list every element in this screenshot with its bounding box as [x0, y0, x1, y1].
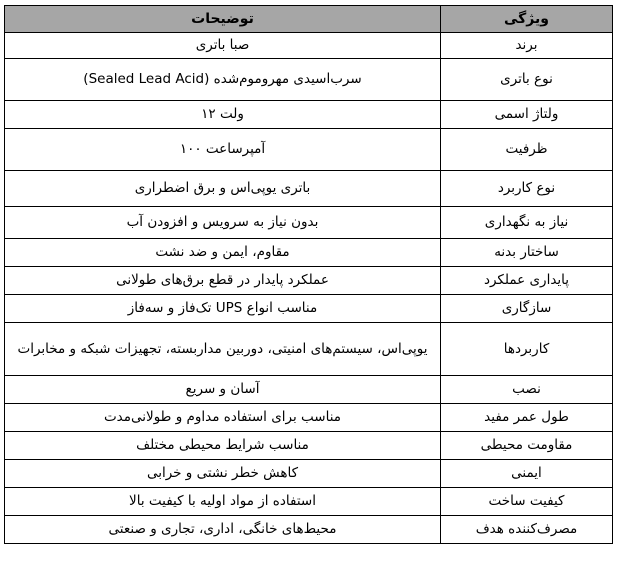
table-row — [5, 404, 613, 432]
description-cell: باتری یوپی‌اس و برق اضطراری — [5, 171, 441, 207]
description-cell: مقاوم، ایمن و ضد نشت — [5, 239, 441, 267]
table-row — [5, 207, 613, 239]
table-header-row — [5, 6, 613, 33]
table-row — [5, 59, 613, 101]
table-row — [5, 239, 613, 267]
feature-cell: طول عمر مفید — [441, 404, 613, 432]
header-feature: ویژگی — [441, 6, 613, 33]
description-cell: عملکرد پایدار در قطع برق‌های طولانی — [5, 267, 441, 295]
spec-table-container — [4, 5, 612, 544]
description-cell: صبا باتری — [5, 33, 441, 59]
description-cell: مناسب برای استفاده مداوم و طولانی‌مدت — [5, 404, 441, 432]
description-cell: بدون نیاز به سرویس و افزودن آب — [5, 207, 441, 239]
description-cell: سرب‌اسیدی مهروموم‌شده (Sealed Lead Acid) — [5, 59, 441, 101]
description-cell: محیط‌های خانگی، اداری، تجاری و صنعتی — [5, 516, 441, 544]
table-row — [5, 323, 613, 376]
table-row — [5, 488, 613, 516]
feature-cell: پایداری عملکرد — [441, 267, 613, 295]
feature-cell: برند — [441, 33, 613, 59]
table-row — [5, 460, 613, 488]
feature-cell: نوع باتری — [441, 59, 613, 101]
feature-cell: ایمنی — [441, 460, 613, 488]
table-row — [5, 432, 613, 460]
header-description: توضیحات — [5, 6, 441, 33]
feature-cell: ولتاژ اسمی — [441, 101, 613, 129]
description-cell: مناسب انواع UPS تک‌فاز و سه‌فاز — [5, 295, 441, 323]
table-row — [5, 267, 613, 295]
table-row — [5, 171, 613, 207]
feature-cell: نوع کاربرد — [441, 171, 613, 207]
description-cell: آمپرساعت ۱۰۰ — [5, 129, 441, 171]
feature-cell: ساختار بدنه — [441, 239, 613, 267]
feature-cell: سازگاری — [441, 295, 613, 323]
description-cell: ولت ۱۲ — [5, 101, 441, 129]
description-cell: مناسب شرایط محیطی مختلف — [5, 432, 441, 460]
feature-cell: کاربردها — [441, 323, 613, 376]
table-row — [5, 33, 613, 59]
table-row — [5, 376, 613, 404]
feature-cell: نیاز به نگهداری — [441, 207, 613, 239]
feature-cell: ظرفیت — [441, 129, 613, 171]
table-row — [5, 129, 613, 171]
spec-table — [4, 5, 613, 544]
table-row — [5, 295, 613, 323]
description-cell: یوپی‌اس، سیستم‌های امنیتی، دوربین مداربسته، تجهیزات شبکه و مخابرات — [5, 323, 441, 376]
table-row — [5, 101, 613, 129]
feature-cell: مصرف‌کننده هدف — [441, 516, 613, 544]
description-cell: استفاده از مواد اولیه با کیفیت بالا — [5, 488, 441, 516]
feature-cell: مقاومت محیطی — [441, 432, 613, 460]
description-cell: آسان و سریع — [5, 376, 441, 404]
table-row — [5, 516, 613, 544]
feature-cell: کیفیت ساخت — [441, 488, 613, 516]
feature-cell: نصب — [441, 376, 613, 404]
description-cell: کاهش خطر نشتی و خرابی — [5, 460, 441, 488]
